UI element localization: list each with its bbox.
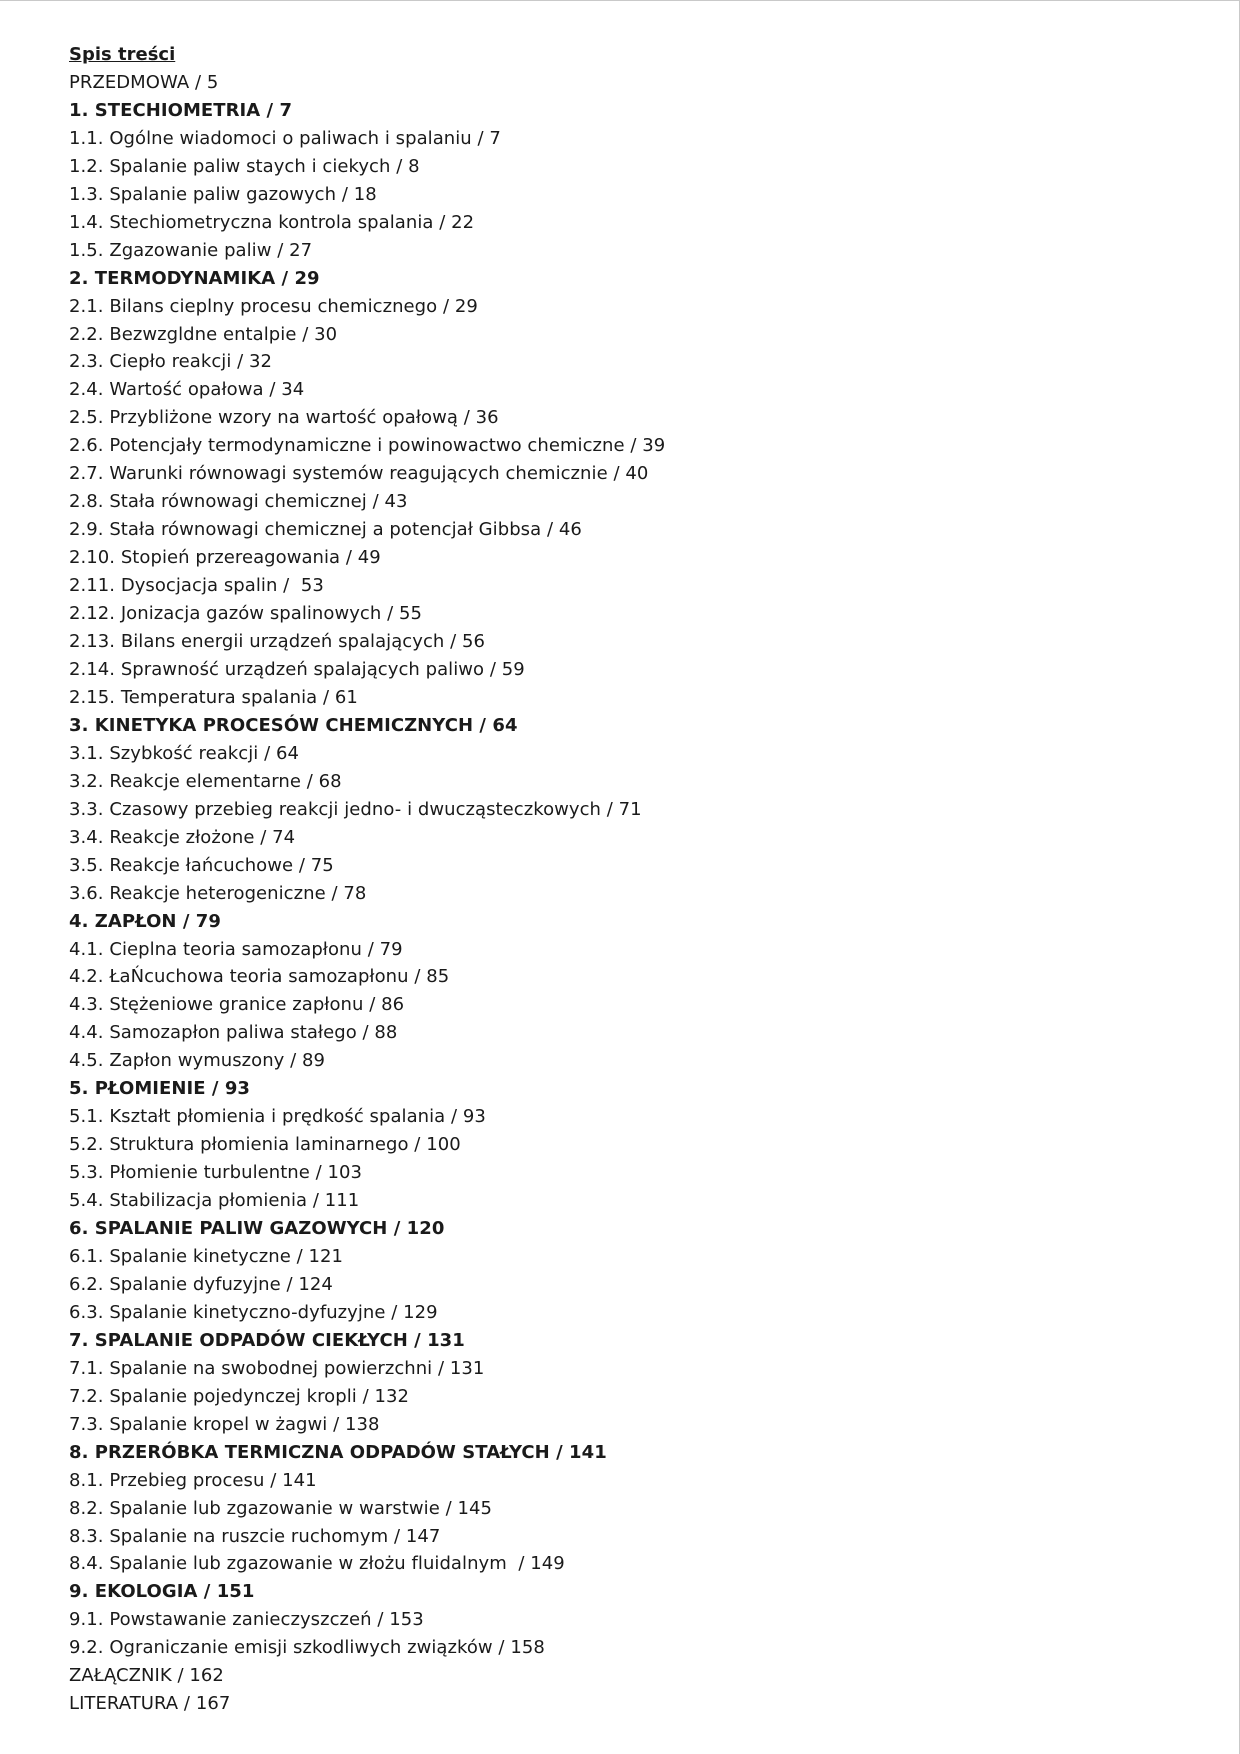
toc-entry: 1.2. Spalanie paliw staych i ciekych / 8	[69, 155, 420, 177]
toc-entry: 8.2. Spalanie lub zgazowanie w warstwie / 145	[69, 1497, 493, 1519]
toc-entry: 2.9. Stała równowagi chemicznej a potencjał Gibbsa / 46	[69, 519, 582, 541]
toc-entry: 5.4. Stabilizacja płomienia / 111	[69, 1190, 360, 1212]
toc-entry: 7.1. Spalanie na swobodnej powierzchni / 131	[69, 1357, 485, 1379]
toc-entry: ZAŁĄCZNIK / 162	[69, 1665, 224, 1687]
toc-entry: 1.4. Stechiometryczna kontrola spalania / 22	[69, 211, 475, 233]
toc-chapter-entry: 8. PRZERÓBKA TERMICZNA ODPADÓW STAŁYCH / 141	[69, 1441, 607, 1463]
toc-entry: 2.3. Ciepło reakcji / 32	[69, 351, 273, 373]
toc-entry: 1.3. Spalanie paliw gazowych / 18	[69, 183, 377, 205]
toc-entry: 4.3. Stężeniowe granice zapłonu / 86	[69, 994, 405, 1016]
toc-entry: 4.4. Samozapłon paliwa stałego / 88	[69, 1022, 398, 1044]
toc-entry: 3.1. Szybkość reakcji / 64	[69, 742, 299, 764]
toc-entry: 8.4. Spalanie lub zgazowanie w złożu fluidalnym / 149	[69, 1553, 565, 1575]
toc-entry: 7.2. Spalanie pojedynczej kropli / 132	[69, 1385, 409, 1407]
toc-entry: 2.5. Przybliżone wzory na wartość opałową / 36	[69, 407, 499, 429]
toc-entry: 8.1. Przebieg procesu / 141	[69, 1469, 317, 1491]
toc-entry: 2.7. Warunki równowagi systemów reagujących chemicznie / 40	[69, 463, 649, 485]
toc-chapter-entry: 3. KINETYKA PROCESÓW CHEMICZNYCH / 64	[69, 714, 518, 736]
toc-entry-list	[69, 69, 1169, 1718]
toc-entry: 7.3. Spalanie kropel w żagwi / 138	[69, 1413, 380, 1435]
toc-entry: 1.1. Ogólne wiadomoci o paliwach i spalaniu / 7	[69, 127, 501, 149]
toc-entry: 2.14. Sprawność urządzeń spalających paliwo / 59	[69, 658, 525, 680]
toc-chapter-entry: 7. SPALANIE ODPADÓW CIEKŁYCH / 131	[69, 1329, 465, 1351]
toc-entry: 5.2. Struktura płomienia laminarnego / 100	[69, 1134, 461, 1156]
toc-entry: 3.6. Reakcje heterogeniczne / 78	[69, 882, 367, 904]
toc-entry: 9.1. Powstawanie zanieczyszczeń / 153	[69, 1609, 424, 1631]
toc-entry: 2.2. Bezwzgldne entalpie / 30	[69, 323, 338, 345]
toc-entry: 5.1. Kształt płomienia i prędkość spalania / 93	[69, 1106, 486, 1128]
toc-entry: 2.1. Bilans cieplny procesu chemicznego / 29	[69, 295, 478, 317]
toc-entry: 2.15. Temperatura spalania / 61	[69, 686, 358, 708]
toc-entry: 4.5. Zapłon wymuszony / 89	[69, 1050, 326, 1072]
toc-entry: 3.2. Reakcje elementarne / 68	[69, 770, 342, 792]
toc-entry: 5.3. Płomienie turbulentne / 103	[69, 1162, 363, 1184]
toc-chapter-entry: 4. ZAPŁON / 79	[69, 910, 221, 932]
toc-chapter-entry: 1. STECHIOMETRIA / 7	[69, 99, 293, 121]
toc-title: Spis treści	[69, 44, 176, 65]
toc-entry: 6.1. Spalanie kinetyczne / 121	[69, 1245, 343, 1267]
toc-entry: 3.5. Reakcje łańcuchowe / 75	[69, 854, 334, 876]
toc-entry: 8.3. Spalanie na ruszcie ruchomym / 147	[69, 1525, 441, 1547]
table-of-contents	[69, 41, 1169, 1718]
toc-entry: 6.3. Spalanie kinetyczno-dyfuzyjne / 129	[69, 1301, 438, 1323]
toc-entry: 2.11. Dysocjacja spalin / 53	[69, 575, 324, 597]
toc-entry: PRZEDMOWA / 5	[69, 71, 219, 93]
toc-chapter-entry: 5. PŁOMIENIE / 93	[69, 1078, 251, 1100]
toc-entry: 9.2. Ograniczanie emisji szkodliwych związków / 158	[69, 1637, 545, 1659]
toc-entry: 1.5. Zgazowanie paliw / 27	[69, 239, 313, 261]
toc-entry: 2.4. Wartość opałowa / 34	[69, 379, 305, 401]
toc-entry: 2.13. Bilans energii urządzeń spalających / 56	[69, 631, 486, 653]
toc-entry: 4.1. Cieplna teoria samozapłonu / 79	[69, 938, 403, 960]
toc-chapter-entry: 9. EKOLOGIA / 151	[69, 1581, 255, 1603]
toc-entry: 6.2. Spalanie dyfuzyjne / 124	[69, 1273, 333, 1295]
toc-entry: 4.2. ŁaŃcuchowa teoria samozapłonu / 85	[69, 966, 450, 988]
toc-chapter-entry: 2. TERMODYNAMIKA / 29	[69, 267, 320, 289]
toc-entry: 3.3. Czasowy przebieg reakcji jedno- i dwucząsteczkowych / 71	[69, 798, 642, 820]
toc-entry: 3.4. Reakcje złożone / 74	[69, 826, 296, 848]
toc-entry: 2.10. Stopień przereagowania / 49	[69, 547, 381, 569]
toc-entry: 2.8. Stała równowagi chemicznej / 43	[69, 491, 408, 513]
toc-entry: 2.6. Potencjały termodynamiczne i powinowactwo chemiczne / 39	[69, 435, 666, 457]
toc-entry: LITERATURA / 167	[69, 1693, 231, 1715]
toc-chapter-entry: 6. SPALANIE PALIW GAZOWYCH / 120	[69, 1218, 445, 1240]
toc-entry: 2.12. Jonizacja gazów spalinowych / 55	[69, 603, 422, 625]
